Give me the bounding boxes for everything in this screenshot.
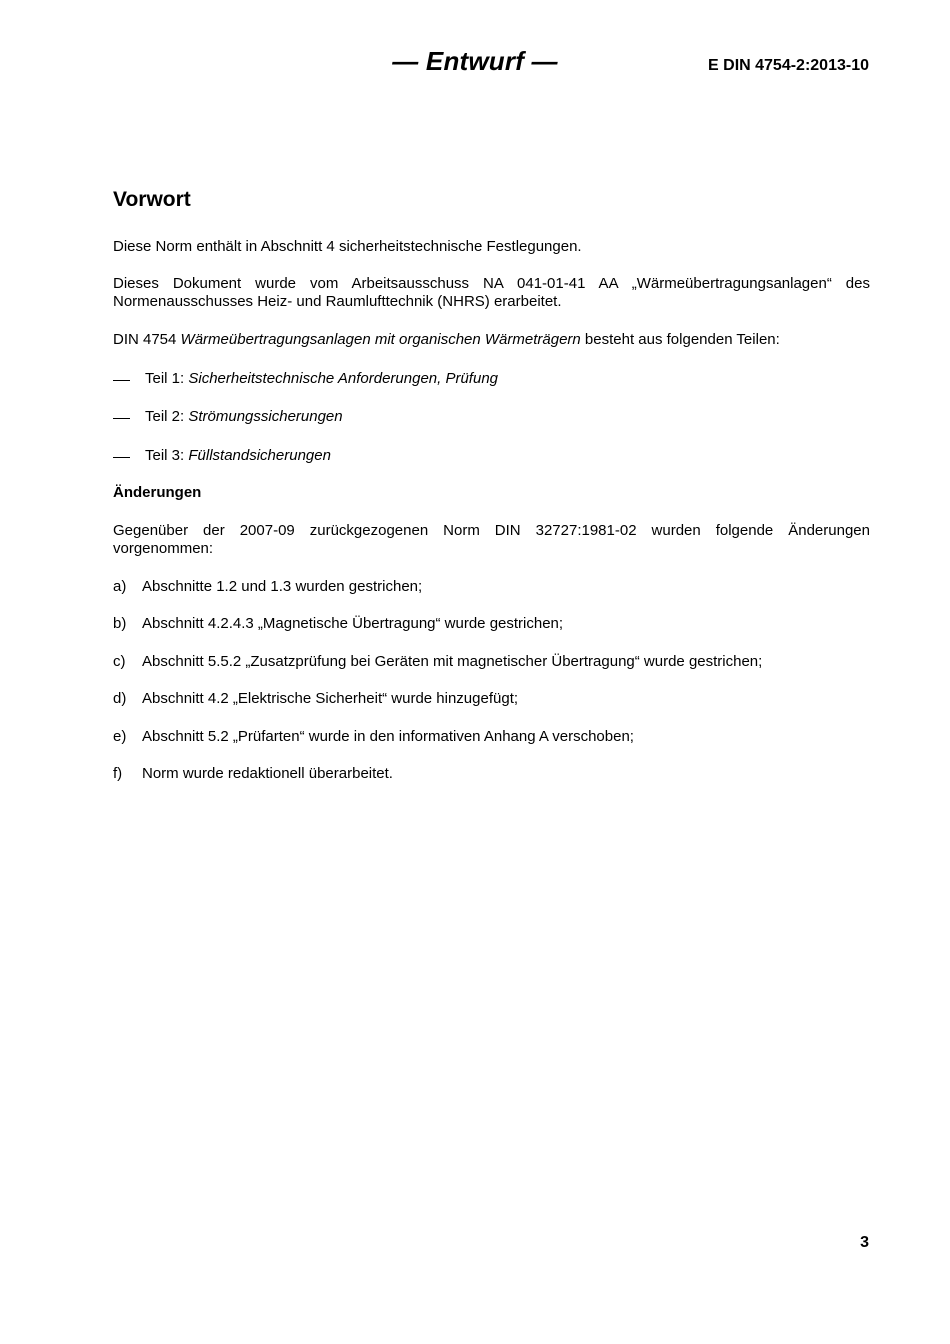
foreword-title: Vorwort [113,188,191,211]
changes-heading: Änderungen [113,484,202,501]
list-label: d) [113,690,127,707]
foreword-paragraph-2: Dieses Dokument wurde vom Arbeitsausschuss NA 041-01-41 AA „Wärmeübertragungsanlagen“ des Normenausschusses Heiz- und Raumlufttechnik (NHRS) erarbeitet. [113,275,870,310]
foreword-paragraph-1: Diese Norm enthält in Abschnitt 4 sicherheitstechnische Festlegungen. [113,238,582,255]
dash-bullet [113,418,130,419]
list-label: f) [113,765,123,782]
parts-intro: besteht aus folgenden Teilen: [580,331,780,348]
part-number: Teil 1: [145,370,189,387]
list-text: Abschnitt 5.5.2 „Zusatzprüfung bei Geräten mit magnetischer Übertragung“ wurde gestrichen; [142,653,763,670]
part-title: Füllstandsicherungen [188,447,331,464]
standard-title: Wärmeübertragungsanlagen mit organischen Wärmeträgern [180,331,581,348]
dash-bullet [113,457,130,458]
list-label: a) [113,578,127,595]
list-text: Abschnitte 1.2 und 1.3 wurden gestrichen; [142,578,423,595]
list-item [113,370,870,390]
list-label: b) [113,615,127,632]
draft-label: — Entwurf — [392,46,558,76]
part-number: Teil 2: [145,408,189,425]
list-text: Abschnitt 4.2.4.3 „Magnetische Übertragung“ wurde gestrichen; [142,615,564,632]
document-id: E DIN 4754-2:2013-10 [708,57,869,74]
standard-number: DIN 4754 [113,331,181,348]
foreword-paragraph-3 [113,331,870,349]
part-number: Teil 3: [145,447,189,464]
list-text: Abschnitt 5.2 „Prüfarten“ wurde in den informativen Anhang A verschoben; [142,728,634,745]
list-label: c) [113,653,126,670]
list-label: e) [113,728,127,745]
page-number: 3 [860,1234,869,1251]
list-item [113,408,870,428]
list-text: Norm wurde redaktionell überarbeitet. [142,765,393,782]
list-text: Abschnitt 4.2 „Elektrische Sicherheit“ wurde hinzugefügt; [142,690,519,707]
part-title: Strömungssicherungen [188,408,343,425]
dash-bullet [113,380,130,381]
part-title: Sicherheitstechnische Anforderungen, Prüfung [188,370,498,387]
changes-intro: Gegenüber der 2007-09 zurückgezogenen Norm DIN 32727:1981-02 wurden folgende Änderungen vorgenommen: [113,522,870,557]
list-item [113,447,870,467]
